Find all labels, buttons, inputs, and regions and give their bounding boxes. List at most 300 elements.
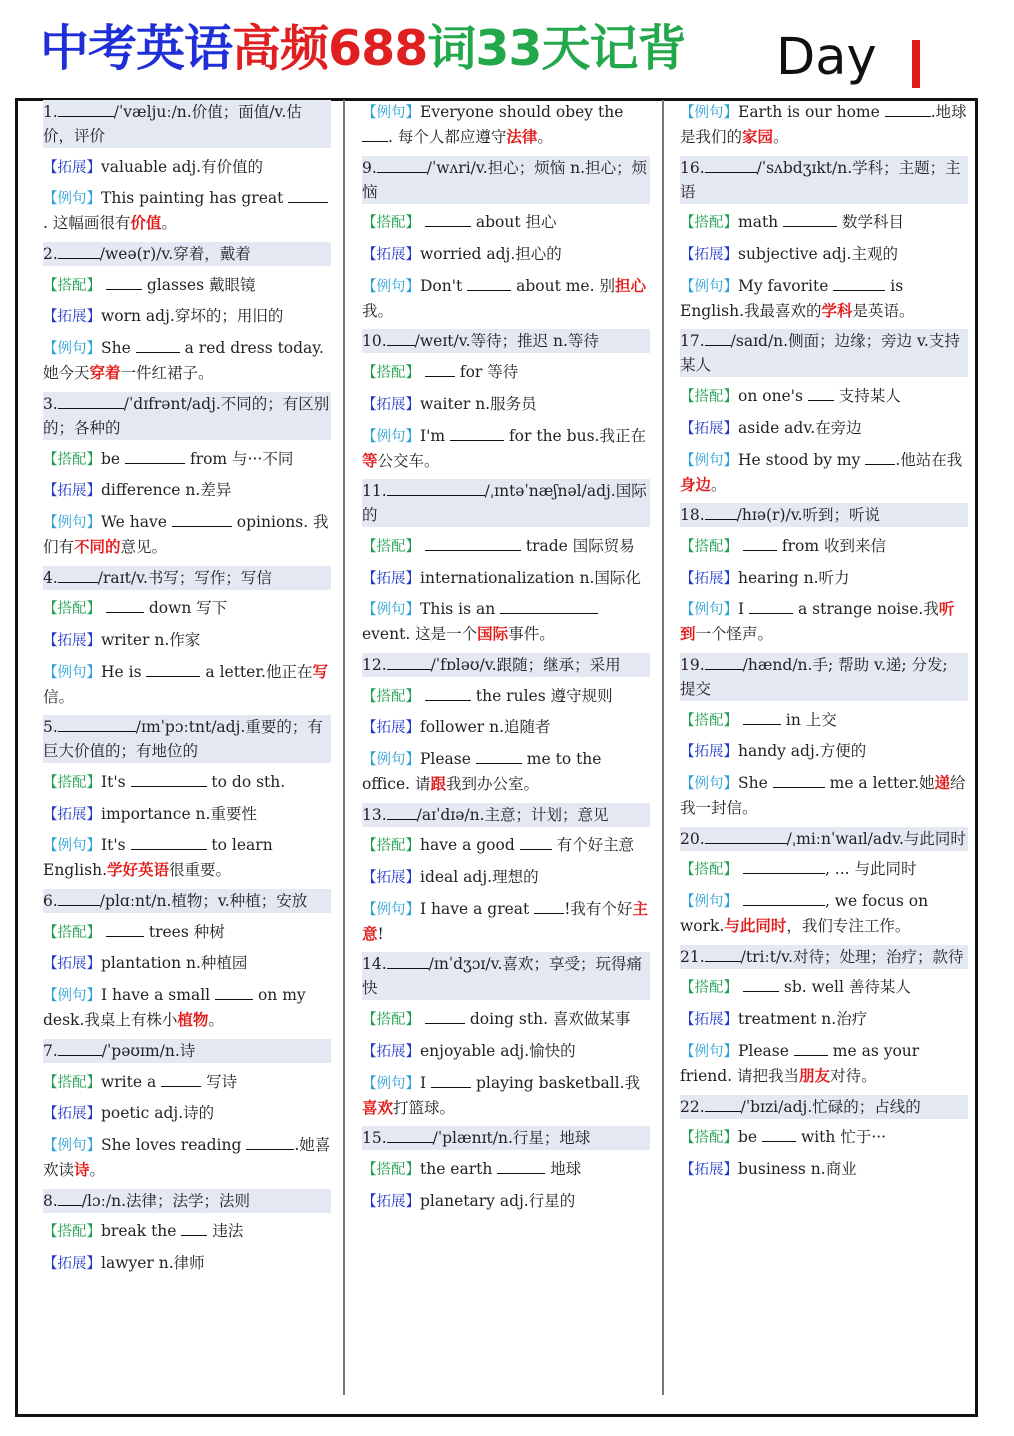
- title-part-3: 词33天记背: [427, 20, 686, 77]
- entry-text: to learn English.: [43, 836, 273, 880]
- entry-line: [362, 360, 650, 385]
- entry-line: [43, 920, 331, 945]
- entry-line: [362, 534, 650, 559]
- entry-text: in 上交: [780, 710, 837, 729]
- entry-text: to do sth.: [206, 773, 286, 791]
- entry-text: 19.: [680, 655, 705, 674]
- entry-text: aside adv.在旁边: [738, 418, 862, 437]
- entry-text: doing sth. 喜欢做某事: [464, 1010, 631, 1029]
- tag-label: 【例句】: [362, 602, 420, 619]
- blank-line: [705, 946, 741, 962]
- entry-line: [680, 1125, 968, 1150]
- word-headline: [680, 329, 968, 377]
- entry-text: I have a small: [101, 986, 216, 1005]
- entry-text: on my desk.我桌上有株小: [43, 986, 306, 1030]
- highlight-word: 价值: [130, 213, 162, 233]
- tag-label: 【搭配】: [680, 538, 738, 555]
- tag-label: 【拓展】: [680, 570, 738, 587]
- tag-label: 【搭配】: [43, 924, 101, 941]
- entry-text: This is an: [420, 600, 501, 619]
- entry-text: /ˈfɒləʊ/v.跟随；继承；采用: [430, 655, 621, 674]
- entry-text: the rules 遵守规则: [470, 686, 613, 705]
- blank-line: [705, 157, 757, 173]
- entry-line: [362, 1189, 650, 1214]
- tag-label: 【拓展】: [43, 632, 101, 649]
- entry-line: [43, 983, 331, 1032]
- tag-label: 【例句】: [362, 105, 420, 121]
- entry-text: 。: [537, 128, 553, 146]
- blank-line: [705, 330, 731, 346]
- blank-line: [106, 597, 144, 613]
- blank-line: [885, 101, 931, 117]
- entry-text: /ɪmˈpɔːtnt/adj.重要的；有巨大价值的；有地位的: [43, 718, 323, 761]
- entry-line: [43, 660, 331, 709]
- entry-line: [680, 274, 968, 323]
- entry-line: [362, 424, 650, 473]
- tag-label: 【拓展】: [43, 956, 101, 973]
- highlight-word: 学科: [821, 300, 853, 320]
- entry-text: 数学科目: [837, 213, 905, 232]
- blank-line: [450, 425, 504, 441]
- entry-text: be: [101, 449, 126, 468]
- highlight-word: 国际: [477, 624, 509, 644]
- blank-line: [749, 598, 793, 614]
- tag-label: 【搭配】: [43, 775, 101, 791]
- entry-text: 地球: [545, 1159, 582, 1178]
- blank-line: [425, 685, 471, 701]
- entry-text: We have: [101, 512, 172, 531]
- blank-line: [865, 449, 895, 465]
- entry-line: [43, 1070, 331, 1095]
- page-title: [40, 20, 686, 77]
- blank-line: [387, 953, 429, 969]
- highlight-word: 诗: [74, 1159, 90, 1179]
- vocab-entry: [43, 242, 331, 385]
- entry-line: [43, 510, 331, 559]
- entry-line: [680, 1157, 968, 1182]
- entry-text: treatment n.治疗: [738, 1010, 868, 1029]
- word-headline: [680, 503, 968, 527]
- tag-label: 【搭配】: [43, 277, 101, 294]
- entry-text: !: [377, 924, 384, 943]
- word-headline: [43, 100, 331, 148]
- blank-line: [794, 1040, 828, 1056]
- entry-text: /ˈwʌri/v.担心；烦恼 n.担心；烦恼: [362, 158, 648, 201]
- entry-text: waiter n.服务员: [420, 394, 537, 413]
- tag-label: 【搭配】: [43, 451, 101, 468]
- entry-text: Earth is our home: [738, 103, 885, 121]
- entry-text: 写诗: [201, 1072, 238, 1091]
- entry-line: [43, 478, 331, 503]
- entry-text: 。: [711, 475, 727, 494]
- entry-text: playing basketball.我: [471, 1073, 641, 1092]
- tag-label: 【例句】: [680, 894, 738, 911]
- tag-label: 【拓展】: [362, 1193, 420, 1210]
- entry-text: 事件。: [508, 625, 555, 644]
- entry-text: 12.: [362, 655, 387, 674]
- entry-text: . 每个人都应遵守: [388, 128, 507, 146]
- word-headline: [362, 803, 650, 827]
- entry-text: trade 国际贸易: [520, 536, 635, 555]
- tag-label: 【拓展】: [43, 806, 101, 823]
- blank-line: [425, 1008, 465, 1024]
- tag-label: 【搭配】: [680, 1130, 738, 1147]
- entry-line: [362, 597, 650, 646]
- highlight-word: 与此同时: [724, 916, 787, 936]
- entry-text: the earth: [420, 1159, 498, 1178]
- entry-text: subjective adj.主观的: [738, 245, 898, 264]
- column-divider: [662, 100, 664, 1395]
- blank-line: [743, 535, 777, 551]
- entry-line: [362, 242, 650, 267]
- entry-text: I: [738, 600, 750, 619]
- tag-label: 【例句】: [362, 278, 420, 295]
- entry-text: is English.我最喜欢的: [680, 276, 904, 320]
- entry-text: /plɑːnt/n.植物；v.种植；安放: [99, 892, 308, 911]
- entry-text: hearing n.听力: [738, 568, 850, 587]
- entry-text: /ˈpəʊɪm/n.诗: [101, 1041, 196, 1060]
- word-headline: [362, 952, 650, 1000]
- vocab-entry: [43, 1039, 331, 1182]
- tag-label: 【拓展】: [680, 420, 738, 437]
- tag-label: 【例句】: [680, 776, 738, 792]
- entry-text: ，我们专注工作。: [786, 917, 911, 936]
- entry-line: [680, 210, 968, 235]
- entry-line: [362, 1039, 650, 1064]
- vocab-entry: [362, 952, 650, 1119]
- blank-line: [181, 1220, 207, 1236]
- vocab-entry: [43, 889, 331, 1032]
- word-headline: [43, 1039, 331, 1063]
- entry-text: me to the office. 请: [362, 750, 602, 793]
- vocab-entry: [362, 479, 650, 646]
- entry-line: [680, 416, 968, 441]
- tag-label: 【拓展】: [680, 247, 738, 264]
- blank-line: [58, 567, 98, 583]
- entry-line: [680, 597, 968, 646]
- entry-text: 意见。: [120, 537, 168, 556]
- tag-label: 【拓展】: [362, 870, 420, 887]
- tag-label: 【拓展】: [680, 1012, 738, 1029]
- entry-text: /triːt/v.对待；处理；治疗；款待: [740, 947, 964, 966]
- entry-line: [43, 336, 331, 385]
- entry-line: [680, 889, 968, 938]
- entry-line: [362, 1157, 650, 1182]
- entry-text: worried adj.担心的: [420, 245, 562, 264]
- vocab-entry: [362, 653, 650, 796]
- blank-line: [362, 126, 388, 142]
- vocab-entry: [680, 503, 968, 646]
- tag-label: 【例句】: [43, 664, 101, 681]
- entry-text: 7.: [43, 1041, 58, 1060]
- entry-line: [362, 274, 650, 323]
- highlight-word: 听到: [680, 599, 955, 644]
- entry-text: My favorite: [738, 276, 834, 295]
- entry-text: me a letter.她: [824, 774, 935, 792]
- tag-label: 【拓展】: [362, 570, 420, 587]
- word-headline: [362, 653, 650, 677]
- column-divider: [343, 100, 345, 1395]
- entry-text: She loves reading: [101, 1135, 247, 1154]
- blank-line: [497, 1158, 545, 1174]
- blank-line: [58, 101, 114, 117]
- highlight-word: 穿着: [89, 363, 121, 383]
- blank-line: [106, 921, 144, 937]
- entry-line: [680, 242, 968, 267]
- entry-text: a strange noise.我: [793, 600, 939, 619]
- blank-line: [743, 709, 781, 725]
- entry-text: poetic adj.诗的: [101, 1104, 215, 1123]
- word-headline: [680, 1095, 968, 1119]
- tag-label: 【例句】: [43, 341, 101, 358]
- highlight-word: 植物: [177, 1010, 209, 1030]
- title-part-1: 中考英语: [40, 20, 233, 77]
- entry-line: [362, 897, 650, 946]
- entry-text: a red dress today. 她今天: [43, 339, 324, 383]
- entry-text: This painting has great: [101, 189, 289, 208]
- entry-text: 是英语。: [852, 301, 915, 320]
- vocab-column-3: [680, 100, 968, 1395]
- highlight-word: 身边: [680, 474, 712, 494]
- blank-line: [377, 157, 427, 173]
- entry-line: [362, 210, 650, 235]
- entry-text: 5.: [43, 718, 58, 737]
- entry-text: 一个怪声。: [695, 625, 774, 644]
- entry-text: math: [738, 213, 784, 232]
- entry-text: 我。: [362, 301, 394, 320]
- entry-text: from 收到来信: [776, 536, 886, 555]
- vocab-entry: [680, 945, 968, 1088]
- vocab-column-2: [362, 100, 650, 1395]
- blank-line: [58, 1190, 82, 1206]
- entry-text: .地球是我们的: [680, 103, 967, 146]
- blank-line: [387, 804, 417, 820]
- tag-label: 【例句】: [680, 602, 738, 619]
- vocab-entry: [362, 1126, 650, 1213]
- entry-text: .她喜欢读: [43, 1135, 331, 1179]
- word-headline: [43, 242, 331, 266]
- highlight-word: 学好英语: [107, 860, 170, 880]
- word-headline: [680, 653, 968, 701]
- vocab-entry: [362, 803, 650, 946]
- entry-text: Don't: [420, 276, 468, 295]
- blank-line: [387, 480, 485, 496]
- blank-line: [246, 1134, 294, 1150]
- entry-text: sb. well 善待某人: [778, 978, 911, 997]
- tag-label: 【搭配】: [362, 365, 420, 382]
- entry-text: internationalization n.国际化: [420, 568, 641, 587]
- blank-line: [106, 274, 142, 290]
- blank-line: [705, 504, 737, 520]
- entry-text: I have a great: [420, 899, 535, 918]
- blank-line: [476, 748, 522, 764]
- page-header: [0, 0, 1014, 98]
- entry-line: [43, 447, 331, 472]
- vocab-entry: [43, 715, 331, 882]
- tag-label: 【例句】: [680, 1043, 738, 1060]
- entry-text: /ˈdɪfrənt/adj.不同的；有区别的；各种的: [43, 394, 330, 437]
- entry-text: /aɪˈdɪə/n.主意；计划；意见: [416, 805, 609, 824]
- entry-text: 9.: [362, 158, 377, 177]
- highlight-word: 写: [312, 661, 328, 681]
- word-headline: [43, 392, 331, 440]
- vocab-entry: [680, 653, 968, 820]
- highlight-word: 不同的: [74, 536, 121, 556]
- blank-line: [783, 211, 837, 227]
- entry-line: [680, 448, 968, 497]
- tag-label: 【拓展】: [362, 720, 420, 737]
- blank-line: [425, 535, 521, 551]
- tag-label: 【搭配】: [43, 601, 101, 618]
- blank-line: [500, 598, 598, 614]
- entry-text: enjoyable adj.愉快的: [420, 1041, 576, 1060]
- tag-label: 【搭配】: [362, 1012, 420, 1029]
- entry-text: 13.: [362, 805, 387, 824]
- blank-line: [705, 1096, 741, 1112]
- blank-line: [131, 834, 207, 850]
- entry-text: have a good: [420, 836, 520, 855]
- entry-line: [680, 566, 968, 591]
- entry-text: down 写下: [143, 599, 228, 618]
- entry-text: for the bus.我正在: [504, 426, 646, 445]
- entry-line: [43, 1219, 331, 1244]
- entry-text: ideal adj.理想的: [420, 868, 539, 887]
- tag-label: 【例句】: [362, 428, 420, 445]
- entry-line: [680, 739, 968, 764]
- entry-text: 2.: [43, 245, 58, 264]
- blank-line: [425, 361, 455, 377]
- entry-line: [362, 747, 650, 796]
- entry-text: business n.商业: [738, 1159, 857, 1178]
- entry-text: 。: [208, 1011, 224, 1030]
- entry-text: 11.: [362, 482, 387, 501]
- word-headline: [362, 1126, 650, 1150]
- entry-text: 违法: [207, 1222, 244, 1241]
- entry-text: /hænd/n.手; 帮助 v.递; 分发; 提交: [680, 655, 948, 698]
- vocab-entry: [680, 329, 968, 496]
- blank-line: [705, 654, 743, 670]
- blank-line: [58, 243, 100, 259]
- tag-label: 【搭配】: [362, 215, 420, 232]
- blank-line: [808, 385, 834, 401]
- entry-line: [43, 155, 331, 180]
- blank-line: [136, 337, 180, 353]
- tag-label: 【拓展】: [43, 159, 101, 176]
- word-headline: [680, 156, 968, 204]
- entry-line: [680, 975, 968, 1000]
- entry-text: on one's: [738, 387, 808, 406]
- entry-text: /ˈplænɪt/n.行星；地球: [432, 1129, 591, 1148]
- entry-text: Please: [738, 1041, 794, 1060]
- blank-line: [705, 828, 787, 844]
- entry-line: [680, 384, 968, 409]
- blank-line: [58, 393, 124, 409]
- entry-text: 有个好主意: [551, 836, 635, 855]
- entry-text: follower n.追随者: [420, 718, 551, 737]
- entry-text: for 等待: [454, 363, 519, 382]
- entry-line: [680, 1007, 968, 1032]
- entry-line: [680, 534, 968, 559]
- entry-text: He is: [101, 662, 147, 681]
- entry-text: 。: [161, 214, 177, 233]
- entry-text: valuable adj.有价值的: [101, 157, 264, 176]
- tag-label: 【例句】: [680, 452, 738, 469]
- vocab-entry: [362, 156, 650, 323]
- entry-line: [43, 833, 331, 882]
- entry-text: 10.: [362, 332, 387, 351]
- blank-line: [520, 834, 552, 850]
- blank-line: [131, 771, 207, 787]
- tag-label: 【搭配】: [362, 538, 420, 555]
- blank-line: [58, 716, 136, 732]
- entry-line: [680, 1039, 968, 1088]
- entry-line: [680, 771, 968, 820]
- entry-text: 支持某人: [833, 387, 901, 406]
- entry-text: /lɔː/n.法律；法学；法则: [81, 1191, 251, 1210]
- entry-text: It's: [101, 836, 131, 855]
- entry-text: She: [101, 339, 136, 358]
- entry-line: [43, 1101, 331, 1126]
- title-part-2: 高频688: [232, 20, 428, 77]
- entry-line: [43, 770, 331, 795]
- entry-text: 一件红裙子。: [120, 364, 214, 383]
- word-headline: [362, 329, 650, 353]
- tag-label: 【例句】: [43, 988, 101, 1005]
- entry-line: [362, 1071, 650, 1120]
- blank-line: [425, 211, 471, 227]
- word-headline: [43, 889, 331, 913]
- entry-text: He stood by my: [738, 450, 866, 469]
- tag-label: 【拓展】: [680, 1161, 738, 1178]
- entry-line: [43, 628, 331, 653]
- blank-line: [215, 984, 253, 1000]
- entry-text: /ˌmiːnˈwaɪl/adv.与此同时: [786, 829, 966, 848]
- vocab-entry: [680, 156, 968, 323]
- entry-text: handy adj.方便的: [738, 742, 867, 761]
- entry-line: [362, 100, 650, 149]
- entry-text: I'm: [420, 426, 451, 445]
- entry-text: 8.: [43, 1191, 58, 1210]
- tag-label: 【拓展】: [680, 744, 738, 761]
- blank-line: [161, 1071, 201, 1087]
- entry-line: [43, 273, 331, 298]
- tag-label: 【拓展】: [43, 1106, 101, 1123]
- tag-label: 【搭配】: [680, 980, 738, 997]
- tag-label: 【例句】: [43, 191, 101, 208]
- vocab-entry: [43, 392, 331, 559]
- vocab-entry: [680, 100, 968, 149]
- entry-line: [362, 715, 650, 740]
- entry-text: 6.: [43, 892, 58, 911]
- entry-text: a letter.他正在: [200, 662, 313, 681]
- entry-text: 1.: [43, 103, 58, 121]
- word-headline: [680, 945, 968, 969]
- day-label: Day: [776, 28, 877, 87]
- entry-text: /hɪə(r)/v.听到；听说: [736, 506, 881, 525]
- highlight-word: 家园: [742, 127, 774, 146]
- entry-text: 17.: [680, 332, 705, 351]
- entry-text: planetary adj.行星的: [420, 1191, 576, 1210]
- blank-line: [743, 976, 779, 992]
- word-headline: [43, 715, 331, 763]
- entry-text: be: [738, 1128, 763, 1147]
- tag-label: 【搭配】: [362, 688, 420, 705]
- blank-line: [146, 661, 200, 677]
- entry-text: about 担心: [470, 213, 557, 232]
- entry-text: /ɪnˈdʒɔɪ/v.喜欢；享受；玩得痛快: [362, 955, 642, 998]
- tag-label: 【例句】: [362, 1075, 420, 1092]
- entry-text: /raɪt/v.书写；写作；写信: [97, 568, 272, 587]
